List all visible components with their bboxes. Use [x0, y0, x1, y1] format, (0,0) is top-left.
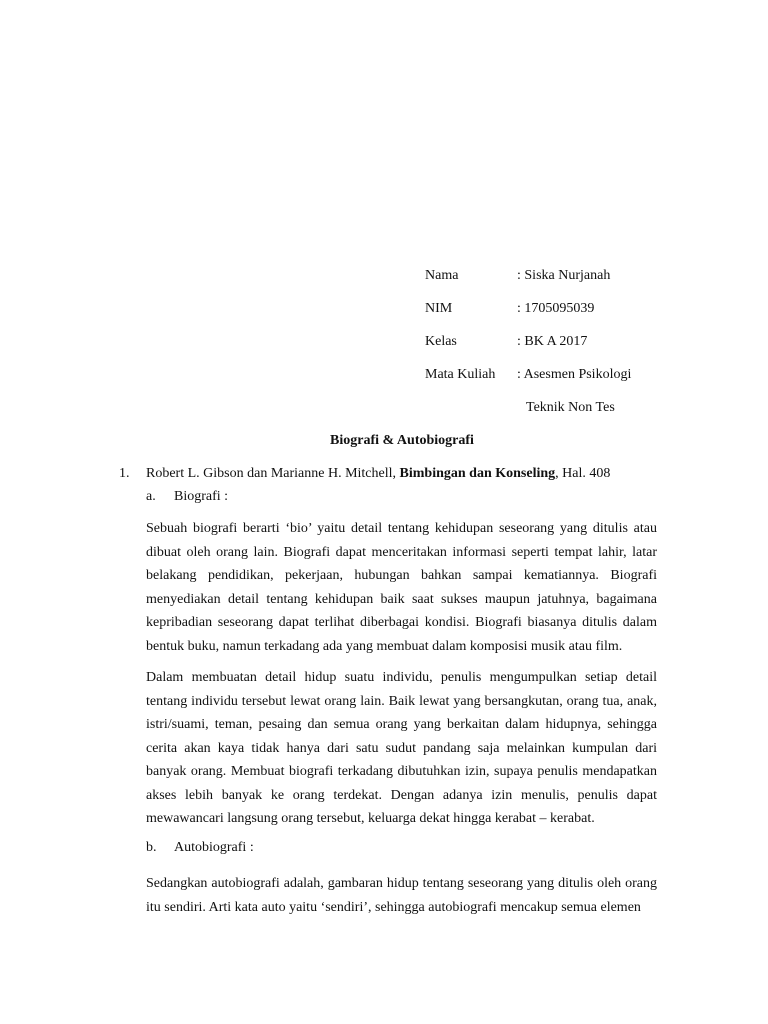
course-value-continuation: Teknik Non Tes — [526, 400, 615, 415]
nim-value: : 1705095039 — [517, 301, 595, 316]
section-b-marker: b. — [146, 840, 157, 855]
document-title: Biografi & Autobiografi — [330, 433, 474, 448]
class-value: : BK A 2017 — [517, 334, 588, 349]
reference-book-title: Bimbingan dan Konseling — [399, 466, 556, 481]
course-value: : Asesmen Psikologi — [517, 367, 632, 382]
section-a-heading: Biografi : — [174, 489, 229, 504]
name-label: Nama — [425, 268, 459, 283]
section-a-marker: a. — [146, 489, 156, 504]
class-label: Kelas — [425, 334, 457, 349]
reference-number: 1. — [119, 466, 130, 481]
nim-label: NIM — [425, 301, 453, 316]
name-value: : Siska Nurjanah — [517, 268, 611, 283]
section-b-heading: Autobiografi : — [174, 840, 254, 855]
reference-citation — [146, 464, 610, 484]
reference-page: , Hal. 408 — [555, 466, 611, 481]
autobiografi-paragraph-1: Sedangkan autobiografi adalah, gambaran hidup tentang seseorang yang ditulis oleh orang itu sendiri. Arti kata auto yaitu ‘sendiri’, sehingga autobiografi mencakup semua elemen — [146, 876, 657, 915]
reference-authors: Robert L. Gibson dan Marianne H. Mitchell, — [146, 466, 400, 481]
biografi-paragraph-2: Dalam membuatan detail hidup suatu individu, penulis mengumpulkan setiap detail tentang individu tersebut lewat orang lain. Baik lewat yang bersangkutan, orang tua, anak, istri/suami, teman, pesaing dan semua orang yang berkaitan dalam hidupnya, sehingga cerita akan kaya tidak hanya dari satu sudut pandang saja melainkan kumpulan dari banyak orang. Membuat biografi terkadang dibutuhkan izin, supaya penulis mendapatkan akses lebih banyak ke orang terdekat. Dengan adanya izin menulis, penulis dapat mewawancari langsung orang tersebut, keluarga dekat hingga kerabat – kerabat. — [146, 670, 657, 826]
course-label: Mata Kuliah — [425, 367, 496, 382]
biografi-paragraph-1: Sebuah biografi berarti ‘bio’ yaitu detail tentang kehidupan seseorang yang ditulis atau dibuat oleh orang lain. Biografi dapat menceritakan informasi seperti tempat lahir, latar belakang pendidikan, pekerjaan, hubungan bahkan sampai kematiannya. Biografi menyediakan detail tentang kehidupan baik saat sukses maupun jatuhnya, bagaimana kepribadian seseorang dapat terlihat diberbagai kondisi. Biografi biasanya ditulis dalam bentuk buku, namun terkadang ada yang membuat dalam komposisi musik atau film. — [146, 521, 657, 654]
